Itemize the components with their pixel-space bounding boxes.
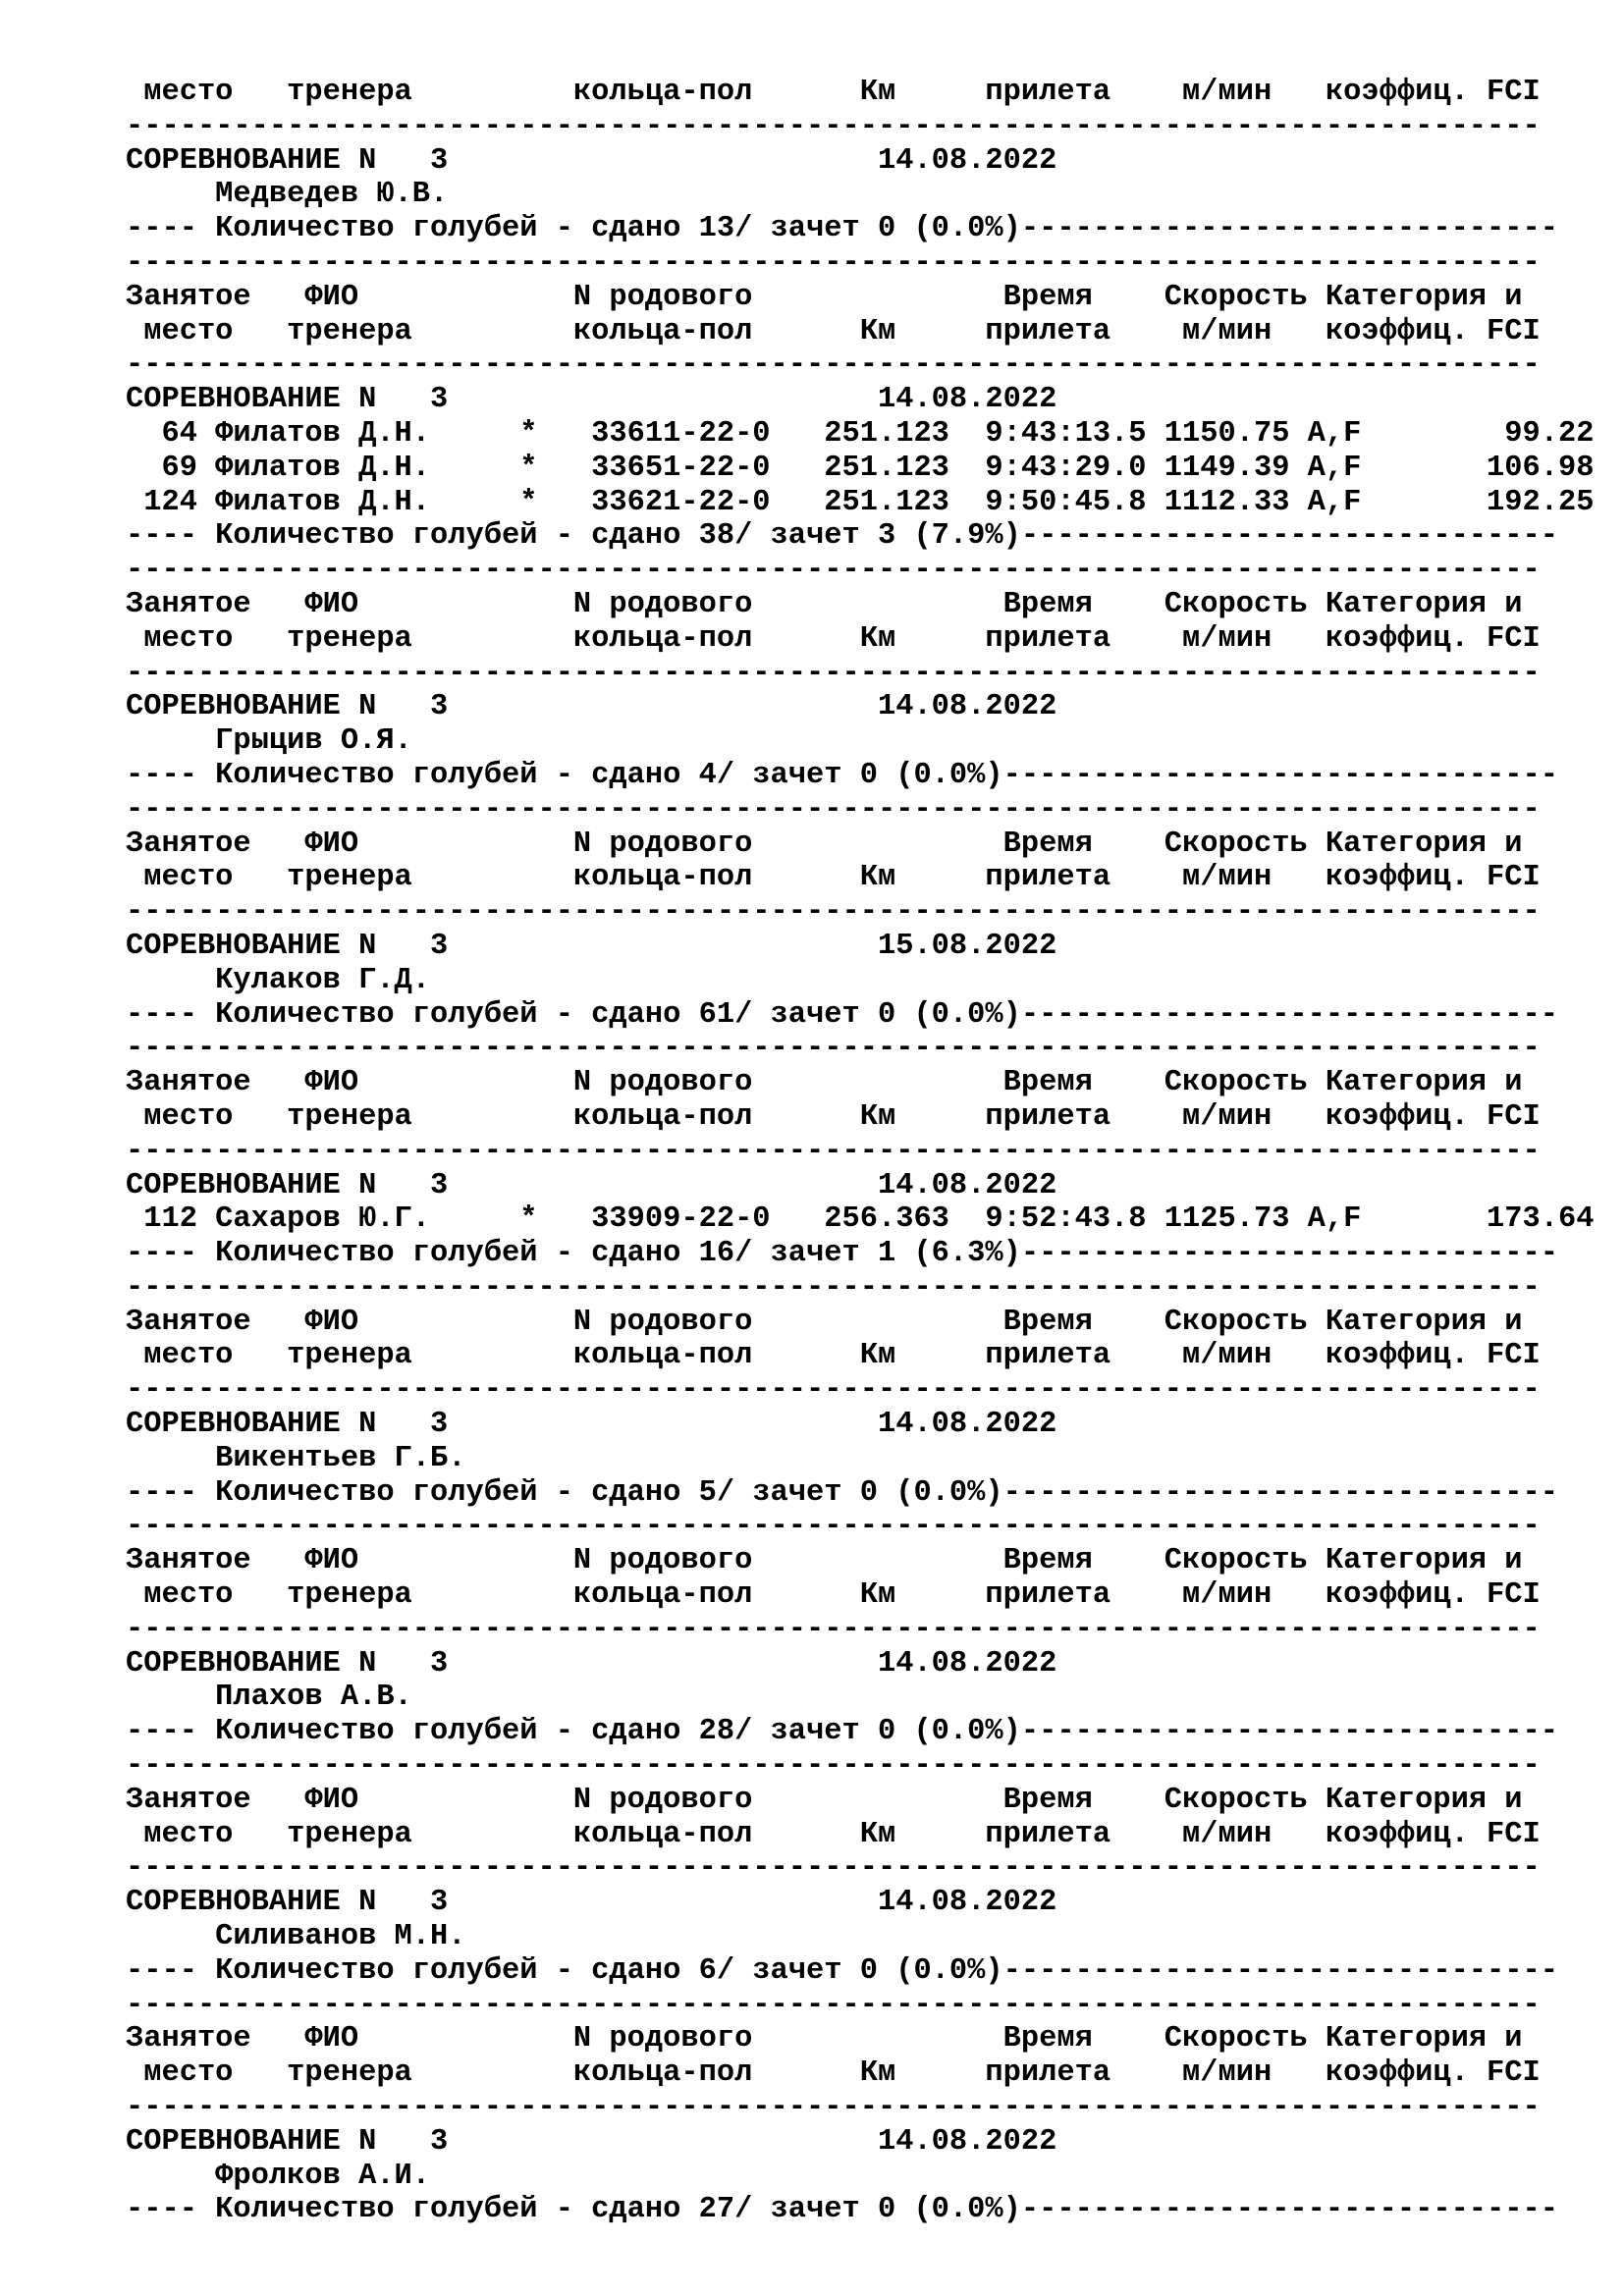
separator-line: ------------------------------------------------------------------------------- (126, 792, 1541, 827)
column-header-row-1: Занятое ФИО N родового Время Скорость Категория и (126, 1783, 1523, 1817)
separator-line: ------------------------------------------------------------------------------- (126, 109, 1541, 143)
column-header-row-1: Занятое ФИО N родового Время Скорость Категория и (126, 827, 1523, 861)
column-header-row-2: место тренера кольца-пол Км прилета м/мин коэффиц. FCI (126, 2056, 1541, 2091)
separator-line: ------------------------------------------------------------------------------- (126, 895, 1541, 930)
result-row: 69 Филатов Д.Н. * 33651-22-0 251.123 9:43:29.0 1149.39 A,F 106.98 (126, 451, 1595, 485)
column-header-row-2: место тренера кольца-пол Км прилета м/мин коэффиц. FCI (126, 76, 1541, 109)
results-report (126, 76, 1598, 2227)
column-header-row-2: место тренера кольца-пол Км прилета м/мин коэффиц. FCI (126, 1817, 1541, 1851)
column-header-row-1: Занятое ФИО N родового Время Скорость Категория и (126, 1066, 1523, 1100)
pigeon-count-summary: ---- Количество голубей - сдано 16/ зачет 1 (6.3%)------------------------------ (126, 1237, 1558, 1271)
column-header-row-2: место тренера кольца-пол Км прилета м/мин коэффиц. FCI (126, 1339, 1541, 1373)
column-header-row-1: Занятое ФИО N родового Время Скорость Категория и (126, 587, 1523, 621)
trainer-name: Силиванов М.Н. (126, 1920, 466, 1954)
separator-line: ------------------------------------------------------------------------------- (126, 1749, 1541, 1784)
separator-line: ------------------------------------------------------------------------------- (126, 2091, 1541, 2125)
column-header-row-2: место тренера кольца-пол Км прилета м/мин коэффиц. FCI (126, 1578, 1541, 1613)
separator-line: ------------------------------------------------------------------------------- (126, 245, 1541, 280)
competition-header: СОРЕВНОВАНИЕ N 3 14.08.2022 (126, 1408, 1057, 1442)
competition-header: СОРЕВНОВАНИЕ N 3 14.08.2022 (126, 690, 1057, 724)
result-row: 64 Филатов Д.Н. * 33611-22-0 251.123 9:43:13.5 1150.75 A,F 99.22 (126, 416, 1595, 451)
column-header-row-1: Занятое ФИО N родового Время Скорость Категория и (126, 1305, 1523, 1339)
separator-line: ------------------------------------------------------------------------------- (126, 1032, 1541, 1066)
result-row: 124 Филатов Д.Н. * 33621-22-0 251.123 9:50:45.8 1112.33 A,F 192.25 (126, 485, 1595, 519)
column-header-row-2: место тренера кольца-пол Км прилета м/мин коэффиц. FCI (126, 861, 1541, 895)
column-header-row-2: место тренера кольца-пол Км прилета м/мин коэффиц. FCI (126, 1099, 1541, 1134)
column-header-row-1: Занятое ФИО N родового Время Скорость Категория и (126, 2022, 1523, 2056)
competition-header: СОРЕВНОВАНИЕ N 3 14.08.2022 (126, 1646, 1057, 1681)
competition-header: СОРЕВНОВАНИЕ N 3 14.08.2022 (126, 1886, 1057, 1920)
column-header-row-2: место тренера кольца-пол Км прилета м/мин коэффиц. FCI (126, 314, 1541, 348)
separator-line: ------------------------------------------------------------------------------- (126, 1270, 1541, 1305)
result-row: 112 Сахаров Ю.Г. * 33909-22-0 256.363 9:52:43.8 1125.73 A,F 173.64 (126, 1202, 1595, 1237)
pigeon-count-summary: ---- Количество голубей - сдано 5/ зачет 0 (0.0%)------------------------------- (126, 1475, 1558, 1510)
separator-line: ------------------------------------------------------------------------------- (126, 1612, 1541, 1646)
pigeon-count-summary: ---- Количество голубей - сдано 38/ зачет 3 (7.9%)------------------------------ (126, 519, 1558, 554)
competition-header: СОРЕВНОВАНИЕ N 3 14.08.2022 (126, 1168, 1057, 1202)
separator-line: ------------------------------------------------------------------------------- (126, 1134, 1541, 1168)
separator-line: ------------------------------------------------------------------------------- (126, 1510, 1541, 1544)
trainer-name: Кулаков Г.Д. (126, 963, 431, 997)
separator-line: ------------------------------------------------------------------------------- (126, 1851, 1541, 1886)
column-header-row-1: Занятое ФИО N родового Время Скорость Категория и (126, 1544, 1523, 1578)
pigeon-count-summary: ---- Количество голубей - сдано 61/ зачет 0 (0.0%)------------------------------ (126, 997, 1558, 1032)
separator-line: ------------------------------------------------------------------------------- (126, 656, 1541, 690)
pigeon-count-summary: ---- Количество голубей - сдано 4/ зачет 0 (0.0%)------------------------------- (126, 758, 1558, 792)
competition-header: СОРЕВНОВАНИЕ N 3 14.08.2022 (126, 143, 1057, 178)
pigeon-count-summary: ---- Количество голубей - сдано 27/ зачет 0 (0.0%)------------------------------ (126, 2193, 1558, 2227)
separator-line: ------------------------------------------------------------------------------- (126, 1373, 1541, 1408)
trainer-name: Фролков А.И. (126, 2159, 431, 2193)
separator-line: ------------------------------------------------------------------------------- (126, 554, 1541, 588)
pigeon-count-summary: ---- Количество голубей - сдано 13/ зачет 0 (0.0%)------------------------------ (126, 212, 1558, 246)
competition-header: СОРЕВНОВАНИЕ N 3 14.08.2022 (126, 383, 1057, 417)
pigeon-count-summary: ---- Количество голубей - сдано 6/ зачет 0 (0.0%)------------------------------- (126, 1953, 1558, 1988)
trainer-name: Грыцив О.Я. (126, 724, 412, 759)
competition-header: СОРЕВНОВАНИЕ N 3 15.08.2022 (126, 929, 1057, 963)
trainer-name: Викентьев Г.Б. (126, 1441, 466, 1475)
competition-header: СОРЕВНОВАНИЕ N 3 14.08.2022 (126, 2124, 1057, 2159)
column-header-row-1: Занятое ФИО N родового Время Скорость Категория и (126, 280, 1523, 314)
column-header-row-2: место тренера кольца-пол Км прилета м/мин коэффиц. FCI (126, 621, 1541, 656)
separator-line: ------------------------------------------------------------------------------- (126, 1988, 1541, 2022)
trainer-name: Плахов А.В. (126, 1681, 412, 1715)
pigeon-count-summary: ---- Количество голубей - сдано 28/ зачет 0 (0.0%)------------------------------ (126, 1715, 1558, 1749)
trainer-name: Медведев Ю.В. (126, 178, 449, 212)
separator-line: ------------------------------------------------------------------------------- (126, 348, 1541, 383)
